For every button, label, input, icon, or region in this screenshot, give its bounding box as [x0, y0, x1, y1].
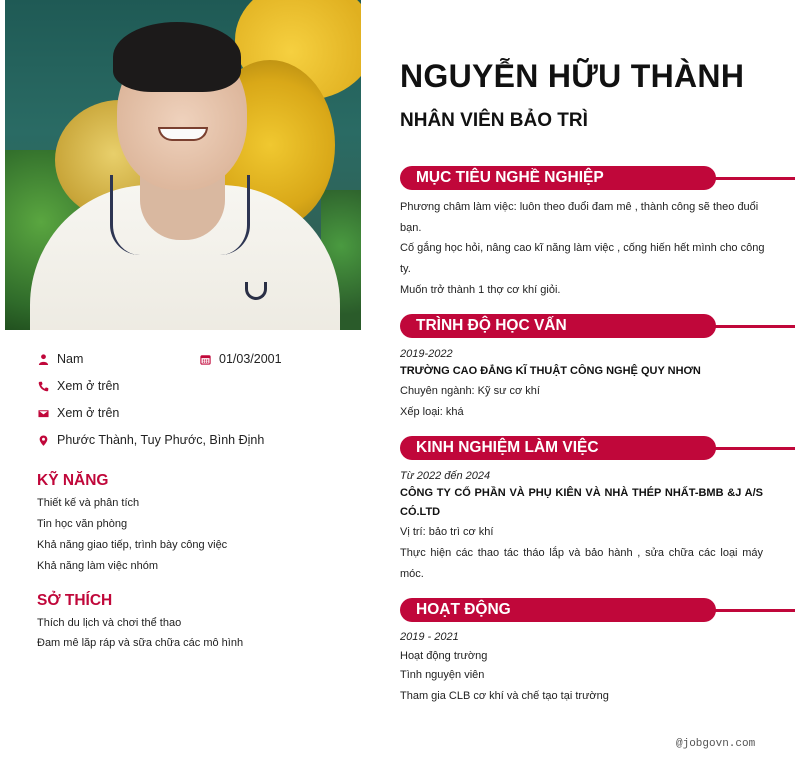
objective-title: MỤC TIÊU NGHỀ NGHIỆP [400, 166, 716, 190]
left-column [0, 0, 380, 760]
skills-title: KỸ NĂNG [37, 472, 109, 489]
hobbies-title: SỞ THÍCH [37, 592, 113, 609]
header-divider [710, 609, 795, 612]
experience-description: Thực hiện các thao tác tháo lắp và bảo hành , sửa chữa các loại máy móc. [400, 547, 763, 580]
objective-header [400, 166, 795, 190]
address-value: Phước Thành, Tuy Phước, Bình Định [57, 433, 265, 447]
education-school: TRƯỜNG CAO ĐẲNG KĨ THUẬT CÔNG NGHỆ QUY NHƠN [400, 365, 701, 377]
contact-gender [37, 352, 83, 366]
experience-position: Vị trí: bảo trì cơ khí [400, 526, 494, 538]
map-pin-icon [37, 434, 49, 446]
objective-line: Phương châm làm việc: luôn theo đuổi đam mê , thành công sẽ theo đuổi bạn. [400, 201, 759, 234]
activities-period: 2019 - 2021 [400, 631, 459, 643]
activity-item: Tham gia CLB cơ khí và chế tạo tại trường [400, 690, 609, 702]
activity-item: Hoạt động trường [400, 650, 488, 662]
education-major: Chuyên ngành: Kỹ sư cơ khí [400, 385, 540, 397]
profile-photo [5, 0, 361, 330]
education-rank: Xếp loại: khá [400, 406, 464, 418]
calendar-icon [199, 353, 211, 365]
contact-phone [37, 379, 119, 393]
contact-address [37, 433, 264, 447]
right-column [380, 0, 800, 760]
phone-icon [37, 380, 49, 392]
experience-header [400, 436, 795, 460]
header-divider [710, 177, 795, 180]
contact-email [37, 406, 119, 420]
hobby-item: Thích du lịch và chơi thể thao [37, 617, 182, 629]
experience-period: Từ 2022 đến 2024 [400, 470, 491, 482]
education-period: 2019-2022 [400, 348, 453, 360]
education-header [400, 314, 795, 338]
photo-hair [113, 22, 241, 92]
hobby-item: Đam mê lăp ráp và sữa chữa các mô hình [37, 637, 244, 649]
candidate-job-title: NHÂN VIÊN BẢO TRÌ [400, 110, 588, 131]
activities-title: HOẠT ĐỘNG [400, 598, 716, 622]
birthday-value: 01/03/2001 [219, 352, 282, 366]
person-icon [37, 353, 49, 365]
skill-item: Khả năng làm việc nhóm [37, 560, 159, 572]
experience-company: CÔNG TY CỔ PHẦN VÀ PHỤ KIÊN VÀ NHÀ THÉP NHẤT-BMB &J A/S CÓ.LTD [400, 487, 763, 518]
contact-birthday [199, 352, 282, 366]
gender-value: Nam [57, 352, 84, 366]
skill-item: Thiết kế và phân tích [37, 497, 140, 509]
objective-line: Cố gắng học hỏi, nâng cao kĩ năng làm việc , cống hiến hết mình cho công ty. [400, 242, 765, 275]
header-divider [710, 447, 795, 450]
candidate-name: NGUYỄN HỮU THÀNH [400, 58, 745, 94]
experience-title: KINH NGHIỆM LÀM VIỆC [400, 436, 716, 460]
skill-item: Tin học văn phòng [37, 518, 128, 530]
skill-item: Khả năng giao tiếp, trình bày công việc [37, 539, 228, 551]
phone-value: Xem ở trên [57, 379, 120, 393]
photo-smile [158, 127, 208, 141]
activities-header [400, 598, 795, 622]
objective-line: Muốn trở thành 1 thợ cơ khí giỏi. [400, 284, 561, 296]
education-title: TRÌNH ĐỘ HỌC VẤN [400, 314, 716, 338]
watermark: @jobgovn.com [676, 738, 756, 750]
header-divider [710, 325, 795, 328]
envelope-icon [37, 407, 49, 419]
activity-item: Tình nguyện viên [400, 669, 485, 681]
email-value: Xem ở trên [57, 406, 120, 420]
